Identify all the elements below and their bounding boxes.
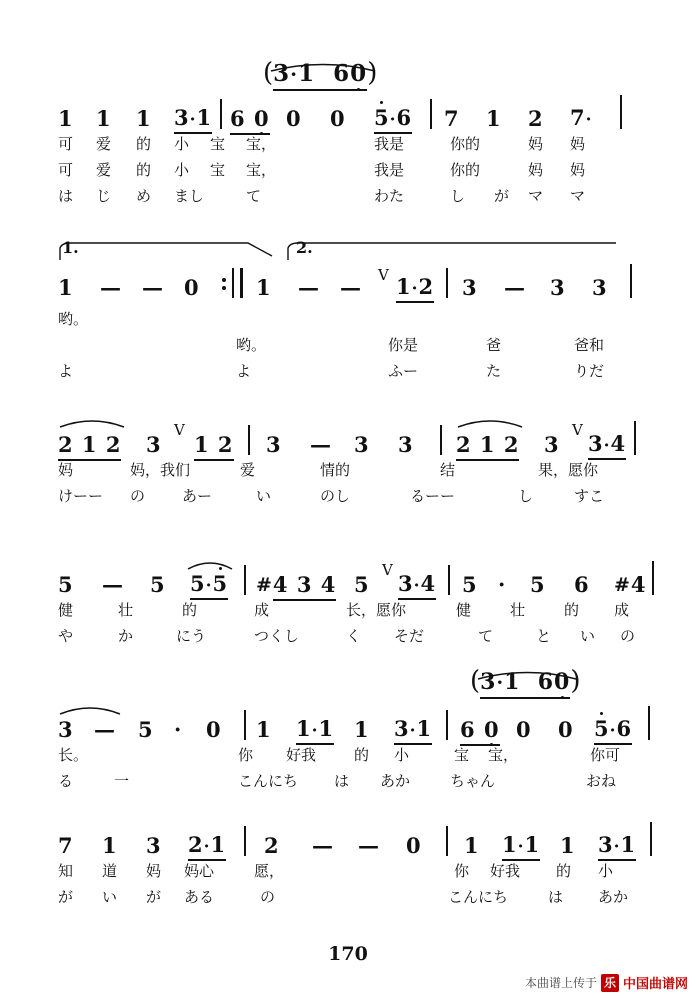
note: — <box>310 432 332 457</box>
system-1 <box>58 95 638 211</box>
lyric-syllable: の <box>260 888 276 906</box>
lyric-syllable: 妈 <box>528 161 544 179</box>
note: — <box>94 717 116 742</box>
lyric-syllable: こんにち <box>448 888 509 906</box>
pickup-notes-2: (3·1 60) <box>470 668 581 694</box>
lyric-syllable: 爱 <box>96 135 112 153</box>
lyric-syllable: 妈 <box>58 461 74 479</box>
note: 1 2 <box>194 434 234 455</box>
note: 1 <box>102 833 118 858</box>
lyric-syllable: 的 <box>564 601 580 619</box>
lyric-row-cn-2b <box>58 334 638 360</box>
lyric-syllable: 道 <box>102 862 118 880</box>
lyric-row-jp-3 <box>58 485 638 511</box>
note: 3·1 <box>394 718 432 740</box>
lyric-syllable: 爱 <box>96 161 112 179</box>
lyric-row-cn-2 <box>58 159 638 185</box>
lyric-syllable: あー <box>182 487 213 505</box>
lyric-syllable: の <box>130 487 146 505</box>
note: 7 <box>444 106 460 131</box>
lyric-syllable: が <box>494 187 510 205</box>
lyric-row-jp-1 <box>58 185 638 211</box>
lyric-syllable: か <box>118 627 134 645</box>
note: 5 <box>530 572 546 597</box>
lyric-syllable: 小 <box>394 746 410 764</box>
lyric-syllable: く <box>346 627 362 645</box>
lyric-syllable: ちゃん <box>450 772 496 790</box>
notes-row-6 <box>58 820 638 856</box>
lyric-syllable: 妈，我们 <box>130 461 191 479</box>
lyric-row-cn-2a <box>58 298 638 334</box>
barline <box>650 822 652 856</box>
lyric-row-cn-3 <box>58 455 638 485</box>
barline <box>446 268 448 298</box>
lyric-syllable: 成 <box>254 601 270 619</box>
breath-mark: V <box>382 561 393 579</box>
lyric-syllable: 妈 <box>570 135 586 153</box>
lyric-syllable: 妈 <box>570 161 586 179</box>
note: 1·1 <box>296 718 334 740</box>
note: 5 <box>150 572 166 597</box>
barline <box>244 565 246 595</box>
notes-row-1 <box>58 95 638 129</box>
slur <box>184 557 244 571</box>
note: 7 <box>58 833 74 858</box>
note: 5·6 <box>594 718 632 740</box>
system-5 <box>58 700 638 796</box>
note: 0 <box>286 106 302 131</box>
barline <box>446 710 448 740</box>
note: 1 <box>560 833 576 858</box>
note: 3·1 <box>174 107 212 129</box>
system-4 <box>58 555 647 651</box>
note: 5·5 <box>190 573 228 595</box>
lyric-syllable: 爸 <box>486 336 502 354</box>
note: 6 0 <box>230 108 270 129</box>
note: 1·2 <box>396 276 434 298</box>
repeat-barline <box>232 268 234 298</box>
lyric-syllable: 好我 <box>286 746 317 764</box>
lyric-syllable: が <box>146 888 162 906</box>
lyric-syllable: は <box>548 888 564 906</box>
lyric-syllable: マ <box>528 187 544 205</box>
note: 3 <box>550 275 566 300</box>
breath-mark: V <box>378 266 389 284</box>
note: 3 <box>398 432 414 457</box>
lyric-syllable: 情的 <box>320 461 351 479</box>
note: 3·1 <box>598 834 636 856</box>
lyric-syllable: が <box>58 888 74 906</box>
lyric-syllable: 哟。 <box>236 336 267 354</box>
notes-row-5 <box>58 700 638 740</box>
slur-pickup <box>263 58 413 74</box>
lyric-syllable: 一 <box>114 772 130 790</box>
breath-mark: V <box>572 421 583 439</box>
lyric-syllable: 妈 <box>528 135 544 153</box>
lyric-syllable: 好我 <box>490 862 521 880</box>
note: 0 <box>184 275 200 300</box>
pickup-notes: (3·1 60) <box>263 60 377 86</box>
lyric-syllable: 爸和 <box>574 336 605 354</box>
lyric-syllable: 小 <box>174 161 190 179</box>
lyric-syllable: 宝 <box>210 161 226 179</box>
lyric-syllable: 的 <box>354 746 370 764</box>
note: #4 3 4 <box>256 574 336 595</box>
note: — <box>142 275 164 300</box>
lyric-syllable: 的 <box>556 862 572 880</box>
lyric-syllable: よ <box>236 362 252 380</box>
lyric-syllable: 壮 <box>510 601 526 619</box>
note: 2 1 2 <box>58 434 121 455</box>
note: 1 <box>256 717 272 742</box>
lyric-syllable: 哟。 <box>58 310 89 328</box>
note: 5 <box>354 572 370 597</box>
note: 2·1 <box>188 834 226 856</box>
barline <box>446 826 448 856</box>
lyric-syllable: 的 <box>182 601 198 619</box>
lyric-row-cn-5 <box>58 740 638 770</box>
lyric-syllable: や <box>58 627 74 645</box>
note: 2 <box>264 833 280 858</box>
note: 1 <box>96 106 112 131</box>
lyric-syllable: あか <box>598 888 629 906</box>
lyric-syllable: 妈 <box>146 862 162 880</box>
footer-credit <box>525 973 688 992</box>
system-2 <box>58 238 638 386</box>
lyric-syllable: 知 <box>58 862 74 880</box>
breath-mark: V <box>174 421 185 439</box>
lyric-row-jp-4 <box>58 625 638 651</box>
volta-1-label: 1. <box>62 238 79 257</box>
barline <box>430 99 432 129</box>
lyric-syllable: る <box>58 772 74 790</box>
note: — <box>340 275 362 300</box>
lyric-syllable: ある <box>184 888 215 906</box>
lyric-syllable: 可 <box>58 135 74 153</box>
barline <box>648 706 650 740</box>
lyric-syllable: 的 <box>136 161 152 179</box>
barline <box>448 565 450 595</box>
volta-2-label: 2. <box>296 238 313 257</box>
lyric-syllable: 妈心 <box>184 862 215 880</box>
repeat-dots <box>222 274 232 294</box>
note: 5·6 <box>374 107 412 129</box>
system-5-pickup <box>58 668 638 702</box>
lyric-syllable: 愿， <box>254 862 285 880</box>
note: 1 <box>58 275 74 300</box>
lyric-syllable: ふー <box>388 362 419 380</box>
lyric-syllable: のし <box>320 487 351 505</box>
note: · <box>498 572 507 597</box>
lyric-syllable: じ <box>96 187 112 205</box>
note: 0 <box>330 106 346 131</box>
lyric-syllable: 爱 <box>240 461 256 479</box>
notes-row-2 <box>58 264 638 298</box>
lyric-syllable: 你是 <box>388 336 419 354</box>
lyric-syllable: 壮 <box>118 601 134 619</box>
footer-credit-text: 本曲谱上传于 <box>524 976 597 990</box>
system-3 <box>58 415 638 511</box>
note: 1 <box>486 106 502 131</box>
note: 0 <box>516 717 532 742</box>
barline <box>620 95 622 129</box>
lyric-syllable: 的 <box>136 135 152 153</box>
lyric-syllable: 你可 <box>590 746 621 764</box>
note: 1 <box>256 275 272 300</box>
lyric-syllable: 宝， <box>246 135 277 153</box>
pickup-group <box>58 60 638 96</box>
volta-1-bracket <box>58 240 288 262</box>
note: 1 <box>354 717 370 742</box>
lyric-syllable: 成 <box>614 601 630 619</box>
lyric-syllable: りだ <box>574 362 605 380</box>
note: 1 <box>58 106 74 131</box>
lyric-syllable: こんにち <box>238 772 299 790</box>
lyric-row-cn-4 <box>58 595 638 625</box>
note: 1 <box>136 106 152 131</box>
lyric-syllable: 健 <box>456 601 472 619</box>
lyric-syllable: よ <box>58 362 74 380</box>
lyric-syllable: けーー <box>58 487 104 505</box>
lyric-syllable: そだ <box>394 627 425 645</box>
lyric-syllable: 小 <box>598 862 614 880</box>
lyric-syllable: は <box>58 187 74 205</box>
note: 3 <box>146 432 162 457</box>
note: 2 1 2 <box>456 434 519 455</box>
note: 0 <box>558 717 574 742</box>
lyric-syllable: の <box>620 627 636 645</box>
barline <box>220 99 222 129</box>
note: 3·4 <box>588 433 626 455</box>
lyric-syllable: 我是 <box>374 161 405 179</box>
note: #4 <box>614 572 647 597</box>
lyric-syllable: て <box>478 627 494 645</box>
lyric-syllable: にう <box>176 627 207 645</box>
lyric-syllable: るーー <box>410 487 456 505</box>
note: — <box>100 275 122 300</box>
note: · <box>174 717 183 742</box>
lyric-syllable: 果，愿你 <box>538 461 599 479</box>
lyric-syllable: た <box>486 362 502 380</box>
note: — <box>312 833 334 858</box>
lyric-row-cn-6 <box>58 856 638 886</box>
slur <box>454 415 534 429</box>
lyric-syllable: 可 <box>58 161 74 179</box>
note: 0 <box>406 833 422 858</box>
lyric-syllable: 我是 <box>374 135 405 153</box>
barline <box>652 561 654 595</box>
lyric-syllable: つくし <box>254 627 300 645</box>
note: 3 <box>592 275 608 300</box>
repeat-barline-thick <box>240 268 243 298</box>
lyric-syllable: 小 <box>174 135 190 153</box>
note: — <box>298 275 320 300</box>
lyric-row-jp-6 <box>58 886 638 912</box>
note: 1·1 <box>502 834 540 856</box>
note: — <box>504 275 526 300</box>
note: 7· <box>570 105 593 130</box>
note: 6 <box>574 572 590 597</box>
lyric-syllable: は <box>334 772 350 790</box>
notes-row-4 <box>58 555 647 597</box>
lyric-row-jp-5 <box>58 770 638 796</box>
note: 5 <box>58 572 74 597</box>
lyric-syllable: め <box>136 187 152 205</box>
lyric-row-cn-1 <box>58 129 638 159</box>
lyric-syllable: おね <box>586 772 617 790</box>
note: 5 <box>138 717 154 742</box>
lyric-syllable: 长，愿你 <box>346 601 407 619</box>
note: 3 <box>354 432 370 457</box>
slur-pickup-2 <box>470 666 620 682</box>
lyric-syllable: 宝， <box>488 746 519 764</box>
note: — <box>358 833 380 858</box>
lyric-syllable: 宝 <box>210 135 226 153</box>
note: 3·4 <box>398 573 436 595</box>
note: 3 <box>544 432 560 457</box>
barline <box>634 421 636 455</box>
barline <box>630 264 632 298</box>
note: 3 <box>266 432 282 457</box>
volta-2-bracket <box>286 240 626 262</box>
barline <box>244 710 246 740</box>
lyric-syllable: い <box>580 627 596 645</box>
site-logo-icon: 乐 <box>601 974 619 992</box>
note: 3 <box>146 833 162 858</box>
barline <box>248 425 250 455</box>
lyric-syllable: 结 <box>440 461 456 479</box>
note: 3 <box>462 275 478 300</box>
lyric-syllable: 你 <box>454 862 470 880</box>
lyric-syllable: し <box>518 487 534 505</box>
barline <box>440 425 442 455</box>
lyric-syllable: 宝 <box>454 746 470 764</box>
lyric-syllable: 你的 <box>450 135 481 153</box>
notes-row-3 <box>58 415 638 455</box>
lyric-syllable: 健 <box>58 601 74 619</box>
lyric-syllable: 宝， <box>246 161 277 179</box>
lyric-syllable: わた <box>374 187 405 205</box>
lyric-syllable: 长。 <box>58 746 89 764</box>
lyric-syllable: あか <box>380 772 411 790</box>
lyric-syllable: い <box>102 888 118 906</box>
note: 2 <box>528 106 544 131</box>
note: 5 <box>462 572 478 597</box>
lyric-syllable: い <box>256 487 272 505</box>
system-6 <box>58 820 638 912</box>
site-name[interactable]: 中国曲谱网 <box>622 977 688 992</box>
lyric-syllable: と <box>536 627 552 645</box>
slur <box>56 415 136 429</box>
note: — <box>102 572 124 597</box>
lyric-syllable: 你的 <box>450 161 481 179</box>
note: 6 0 <box>460 719 500 740</box>
note: 1 <box>464 833 480 858</box>
note: 3 <box>58 717 74 742</box>
lyric-syllable: し <box>450 187 466 205</box>
lyric-syllable: すこ <box>574 487 605 505</box>
lyric-syllable: 你 <box>238 746 254 764</box>
lyric-row-jp-2 <box>58 360 638 386</box>
slur <box>56 702 136 716</box>
lyric-syllable: て <box>246 187 262 205</box>
lyric-syllable: マ <box>570 187 586 205</box>
note: 0 <box>206 717 222 742</box>
barline <box>244 826 246 856</box>
page-number: 170 <box>328 943 368 965</box>
lyric-syllable: まし <box>174 187 205 205</box>
